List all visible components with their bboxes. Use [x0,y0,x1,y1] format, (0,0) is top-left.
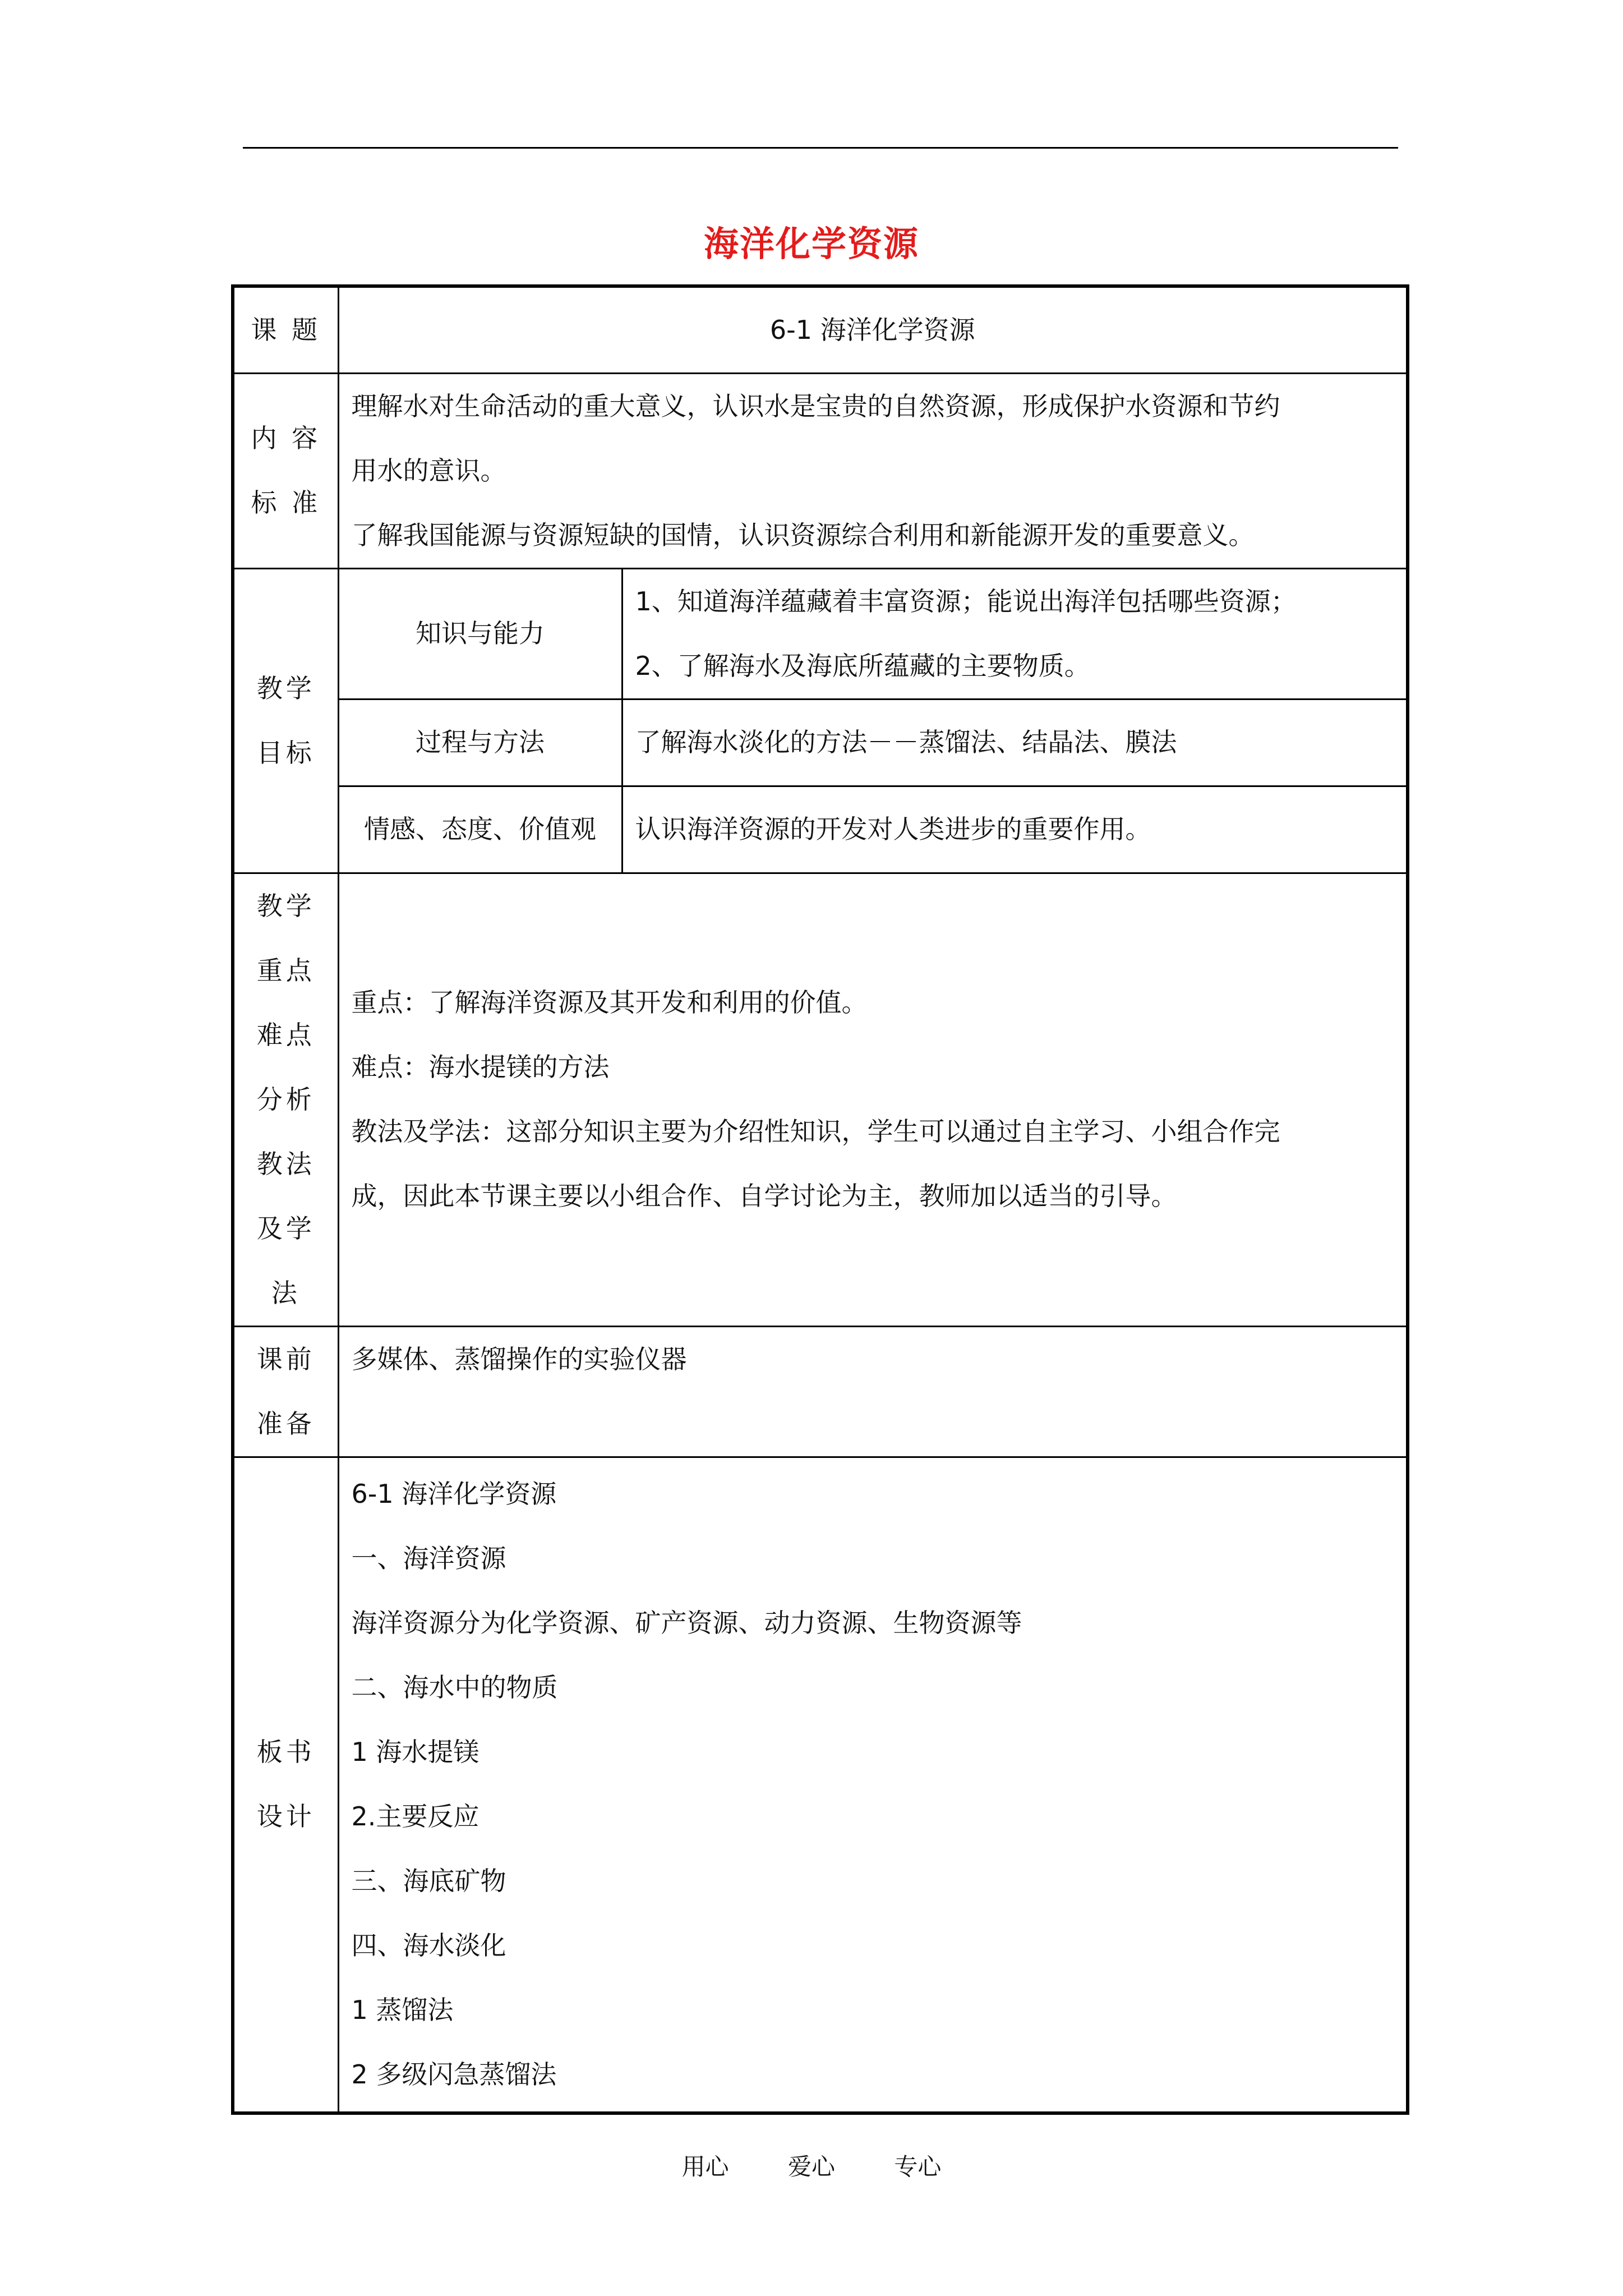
keypoints-label-line: 教法 [256,1148,315,1179]
standard-line: 理解水对生命活动的重大意义，认识水是宝贵的自然资源，形成保护水资源和节约 [351,390,1280,421]
board-line: 2.主要反应 [351,1801,479,1832]
objective-sub-knowledge: 知识与能力 [338,568,622,699]
objectives-label [233,568,338,873]
row-topic [233,286,1408,373]
objective-line: 2、了解海水及海底所蕴藏的主要物质。 [635,650,1090,681]
objective-line: 1、知道海洋蕴藏着丰富资源；能说出海洋包括哪些资源； [635,586,1297,616]
standard-label [233,373,338,568]
row-objective-process [233,699,1408,786]
preparation-label [233,1326,338,1457]
lesson-plan-table [231,284,1409,2115]
standard-line: 了解我国能源与资源短缺的国情，认识资源综合利用和新能源开发的重要意义。 [351,519,1255,550]
topic-label: 课 题 [233,286,338,373]
board-label-line2: 设计 [256,1801,315,1832]
footer-word: 爱心 [787,2153,835,2180]
keypoints-label-line: 及学 [256,1213,315,1244]
row-objective-attitude [233,786,1408,873]
row-keypoints [233,873,1408,1326]
row-board-design [233,1457,1408,2113]
board-line: 三、海底矿物 [351,1866,506,1897]
board-line: 1 蒸馏法 [351,1995,454,2026]
standard-content [338,373,1408,568]
keypoints-line: 难点：海水提镁的方法 [351,1052,610,1082]
board-label [233,1457,338,2113]
keypoints-label [233,873,338,1326]
row-objective-knowledge [233,568,1408,699]
objective-sub-process: 过程与方法 [338,699,622,786]
preparation-value: 多媒体、蒸馏操作的实验仪器 [338,1326,1408,1457]
keypoints-label-line: 分析 [256,1084,315,1115]
objective-content-knowledge [622,568,1408,699]
board-line: 海洋资源分为化学资源、矿产资源、动力资源、生物资源等 [351,1608,1022,1639]
board-line: 2 多级闪急蒸馏法 [351,2059,557,2090]
footer-word: 专心 [894,2153,942,2180]
board-label-line1: 板书 [256,1737,315,1768]
preparation-label-line2: 准备 [256,1408,315,1439]
keypoints-line: 重点：了解海洋资源及其开发和利用的价值。 [351,987,868,1018]
board-content [338,1457,1408,2113]
page-title: 海洋化学资源 [703,223,919,264]
objective-content-process: 了解海水淡化的方法－－蒸馏法、结晶法、膜法 [622,699,1408,786]
standard-label-line2: 标 准 [251,487,321,518]
keypoints-label-line: 教学 [256,890,315,921]
keypoints-label-line: 法 [271,1277,301,1308]
objective-sub-attitude: 情感、态度、价值观 [338,786,622,873]
objectives-label-line2: 目标 [256,737,315,768]
board-line: 1 海水提镁 [351,1737,479,1768]
keypoints-label-line: 重点 [256,955,315,986]
board-line: 一、海洋资源 [351,1543,506,1574]
preparation-label-line1: 课前 [256,1343,315,1374]
objectives-label-line1: 教学 [256,673,315,703]
keypoints-line: 教法及学法：这部分知识主要为介绍性知识，学生可以通过自主学习、小组合作完 [351,1116,1280,1147]
objective-content-attitude: 认识海洋资源的开发对人类进步的重要作用。 [622,786,1408,873]
row-preparation [233,1326,1408,1457]
keypoints-label-line: 难点 [256,1019,315,1050]
standard-line: 用水的意识。 [351,455,506,486]
row-content-standard [233,373,1408,568]
footer-word: 用心 [681,2153,729,2180]
board-line: 四、海水淡化 [351,1930,506,1961]
header-rule [243,147,1398,149]
standard-label-line1: 内 容 [251,423,321,453]
topic-value: 6-1 海洋化学资源 [338,286,1408,373]
page-footer [0,2148,1623,2182]
keypoints-content [338,873,1408,1326]
board-line: 6-1 海洋化学资源 [351,1479,557,1510]
keypoints-line: 成，因此本节课主要以小组合作、自学讨论为主，教师加以适当的引导。 [351,1181,1177,1211]
board-line: 二、海水中的物质 [351,1672,558,1703]
